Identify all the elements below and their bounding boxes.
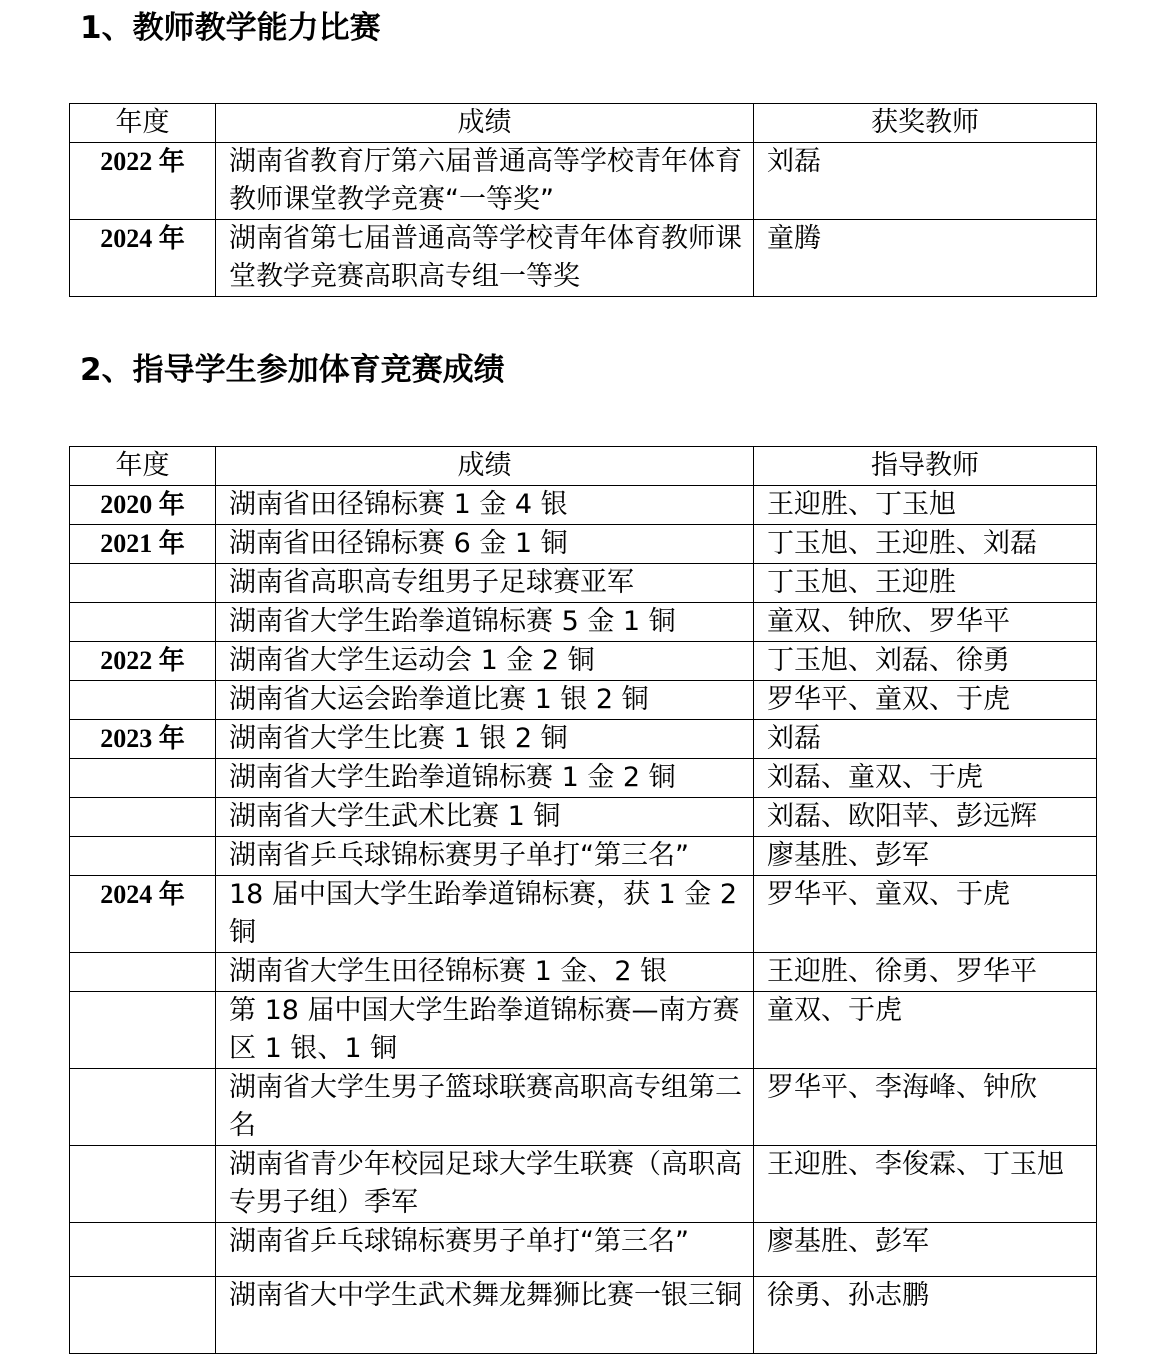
teacher-cell: 童双、于虎 (754, 992, 1097, 1069)
table-header-row (70, 104, 1097, 143)
table-row (70, 798, 1097, 837)
table-row (70, 876, 1097, 953)
year-cell (70, 759, 216, 798)
result-cell: 湖南省高职高专组男子足球赛亚军 (216, 564, 754, 603)
result-cell: 湖南省大学生武术比赛 1 铜 (216, 798, 754, 837)
year-cell (70, 681, 216, 720)
table-row (70, 720, 1097, 759)
teacher-cell: 王迎胜、徐勇、罗华平 (754, 953, 1097, 992)
year-cell (70, 1069, 216, 1146)
table-header-row (70, 447, 1097, 486)
table-row (70, 603, 1097, 642)
result-cell: 湖南省青少年校园足球大学生联赛（高职高专男子组）季军 (216, 1146, 754, 1223)
year-cell (70, 837, 216, 876)
result-cell: 湖南省大学生男子篮球联赛高职高专组第二名 (216, 1069, 754, 1146)
year-cell: 2021 年 (70, 525, 216, 564)
year-cell (70, 992, 216, 1069)
year-cell (70, 798, 216, 837)
teacher-competition-table (69, 103, 1097, 297)
header-year: 年度 (70, 104, 216, 143)
header-result: 成绩 (216, 447, 754, 486)
table-row (70, 681, 1097, 720)
header-teacher: 指导教师 (754, 447, 1097, 486)
result-cell: 湖南省田径锦标赛 6 金 1 铜 (216, 525, 754, 564)
teacher-cell: 王迎胜、丁玉旭 (754, 486, 1097, 525)
header-teacher: 获奖教师 (754, 104, 1097, 143)
table-row (70, 1223, 1097, 1277)
year-cell: 2022 年 (70, 642, 216, 681)
table-row (70, 837, 1097, 876)
year-cell: 2024 年 (70, 876, 216, 953)
section1-title: 1、教师教学能力比赛 (80, 10, 381, 46)
table-row (70, 759, 1097, 798)
teacher-cell: 童双、钟欣、罗华平 (754, 603, 1097, 642)
header-year: 年度 (70, 447, 216, 486)
year-cell (70, 1277, 216, 1354)
table-row (70, 564, 1097, 603)
section2-title: 2、指导学生参加体育竞赛成绩 (80, 352, 505, 388)
teacher-cell: 丁玉旭、王迎胜、刘磊 (754, 525, 1097, 564)
result-cell: 湖南省乒乓球锦标赛男子单打“第三名” (216, 1223, 754, 1277)
table-row (70, 143, 1097, 220)
table-row (70, 953, 1097, 992)
result-cell: 湖南省乒乓球锦标赛男子单打“第三名” (216, 837, 754, 876)
table-row (70, 992, 1097, 1069)
teacher-cell: 刘磊、欧阳苹、彭远辉 (754, 798, 1097, 837)
table-row (70, 220, 1097, 297)
table-row (70, 525, 1097, 564)
result-cell: 第 18 届中国大学生跆拳道锦标赛—南方赛区 1 银、1 铜 (216, 992, 754, 1069)
teacher-cell: 罗华平、童双、于虎 (754, 681, 1097, 720)
result-cell: 湖南省第七届普通高等学校青年体育教师课堂教学竞赛高职高专组一等奖 (216, 220, 754, 297)
year-cell: 2020 年 (70, 486, 216, 525)
table-row (70, 486, 1097, 525)
result-cell: 湖南省教育厅第六届普通高等学校青年体育教师课堂教学竞赛“一等奖” (216, 143, 754, 220)
teacher-cell: 罗华平、童双、于虎 (754, 876, 1097, 953)
result-cell: 湖南省大学生跆拳道锦标赛 5 金 1 铜 (216, 603, 754, 642)
result-cell: 湖南省大学生运动会 1 金 2 铜 (216, 642, 754, 681)
year-cell: 2024 年 (70, 220, 216, 297)
year-cell (70, 603, 216, 642)
result-cell: 湖南省大运会跆拳道比赛 1 银 2 铜 (216, 681, 754, 720)
table-row (70, 1069, 1097, 1146)
teacher-cell: 童腾 (754, 220, 1097, 297)
teacher-cell: 刘磊 (754, 720, 1097, 759)
teacher-cell: 刘磊 (754, 143, 1097, 220)
table-row (70, 642, 1097, 681)
year-cell (70, 1146, 216, 1223)
teacher-cell: 罗华平、李海峰、钟欣 (754, 1069, 1097, 1146)
teacher-cell: 廖基胜、彭军 (754, 1223, 1097, 1277)
result-cell: 湖南省大学生跆拳道锦标赛 1 金 2 铜 (216, 759, 754, 798)
year-cell: 2023 年 (70, 720, 216, 759)
year-cell: 2022 年 (70, 143, 216, 220)
result-cell: 湖南省大学生田径锦标赛 1 金、2 银 (216, 953, 754, 992)
teacher-cell: 王迎胜、李俊霖、丁玉旭 (754, 1146, 1097, 1223)
teacher-cell: 徐勇、孙志鹏 (754, 1277, 1097, 1354)
result-cell: 18 届中国大学生跆拳道锦标赛，获 1 金 2 铜 (216, 876, 754, 953)
year-cell (70, 564, 216, 603)
year-cell (70, 953, 216, 992)
result-cell: 湖南省大中学生武术舞龙舞狮比赛一银三铜 (216, 1277, 754, 1354)
result-cell: 湖南省田径锦标赛 1 金 4 银 (216, 486, 754, 525)
teacher-cell: 丁玉旭、刘磊、徐勇 (754, 642, 1097, 681)
table-row (70, 1146, 1097, 1223)
teacher-cell: 丁玉旭、王迎胜 (754, 564, 1097, 603)
teacher-cell: 刘磊、童双、于虎 (754, 759, 1097, 798)
student-competition-table (69, 446, 1097, 1354)
header-result: 成绩 (216, 104, 754, 143)
teacher-cell: 廖基胜、彭军 (754, 837, 1097, 876)
table-row (70, 1277, 1097, 1354)
result-cell: 湖南省大学生比赛 1 银 2 铜 (216, 720, 754, 759)
year-cell (70, 1223, 216, 1277)
